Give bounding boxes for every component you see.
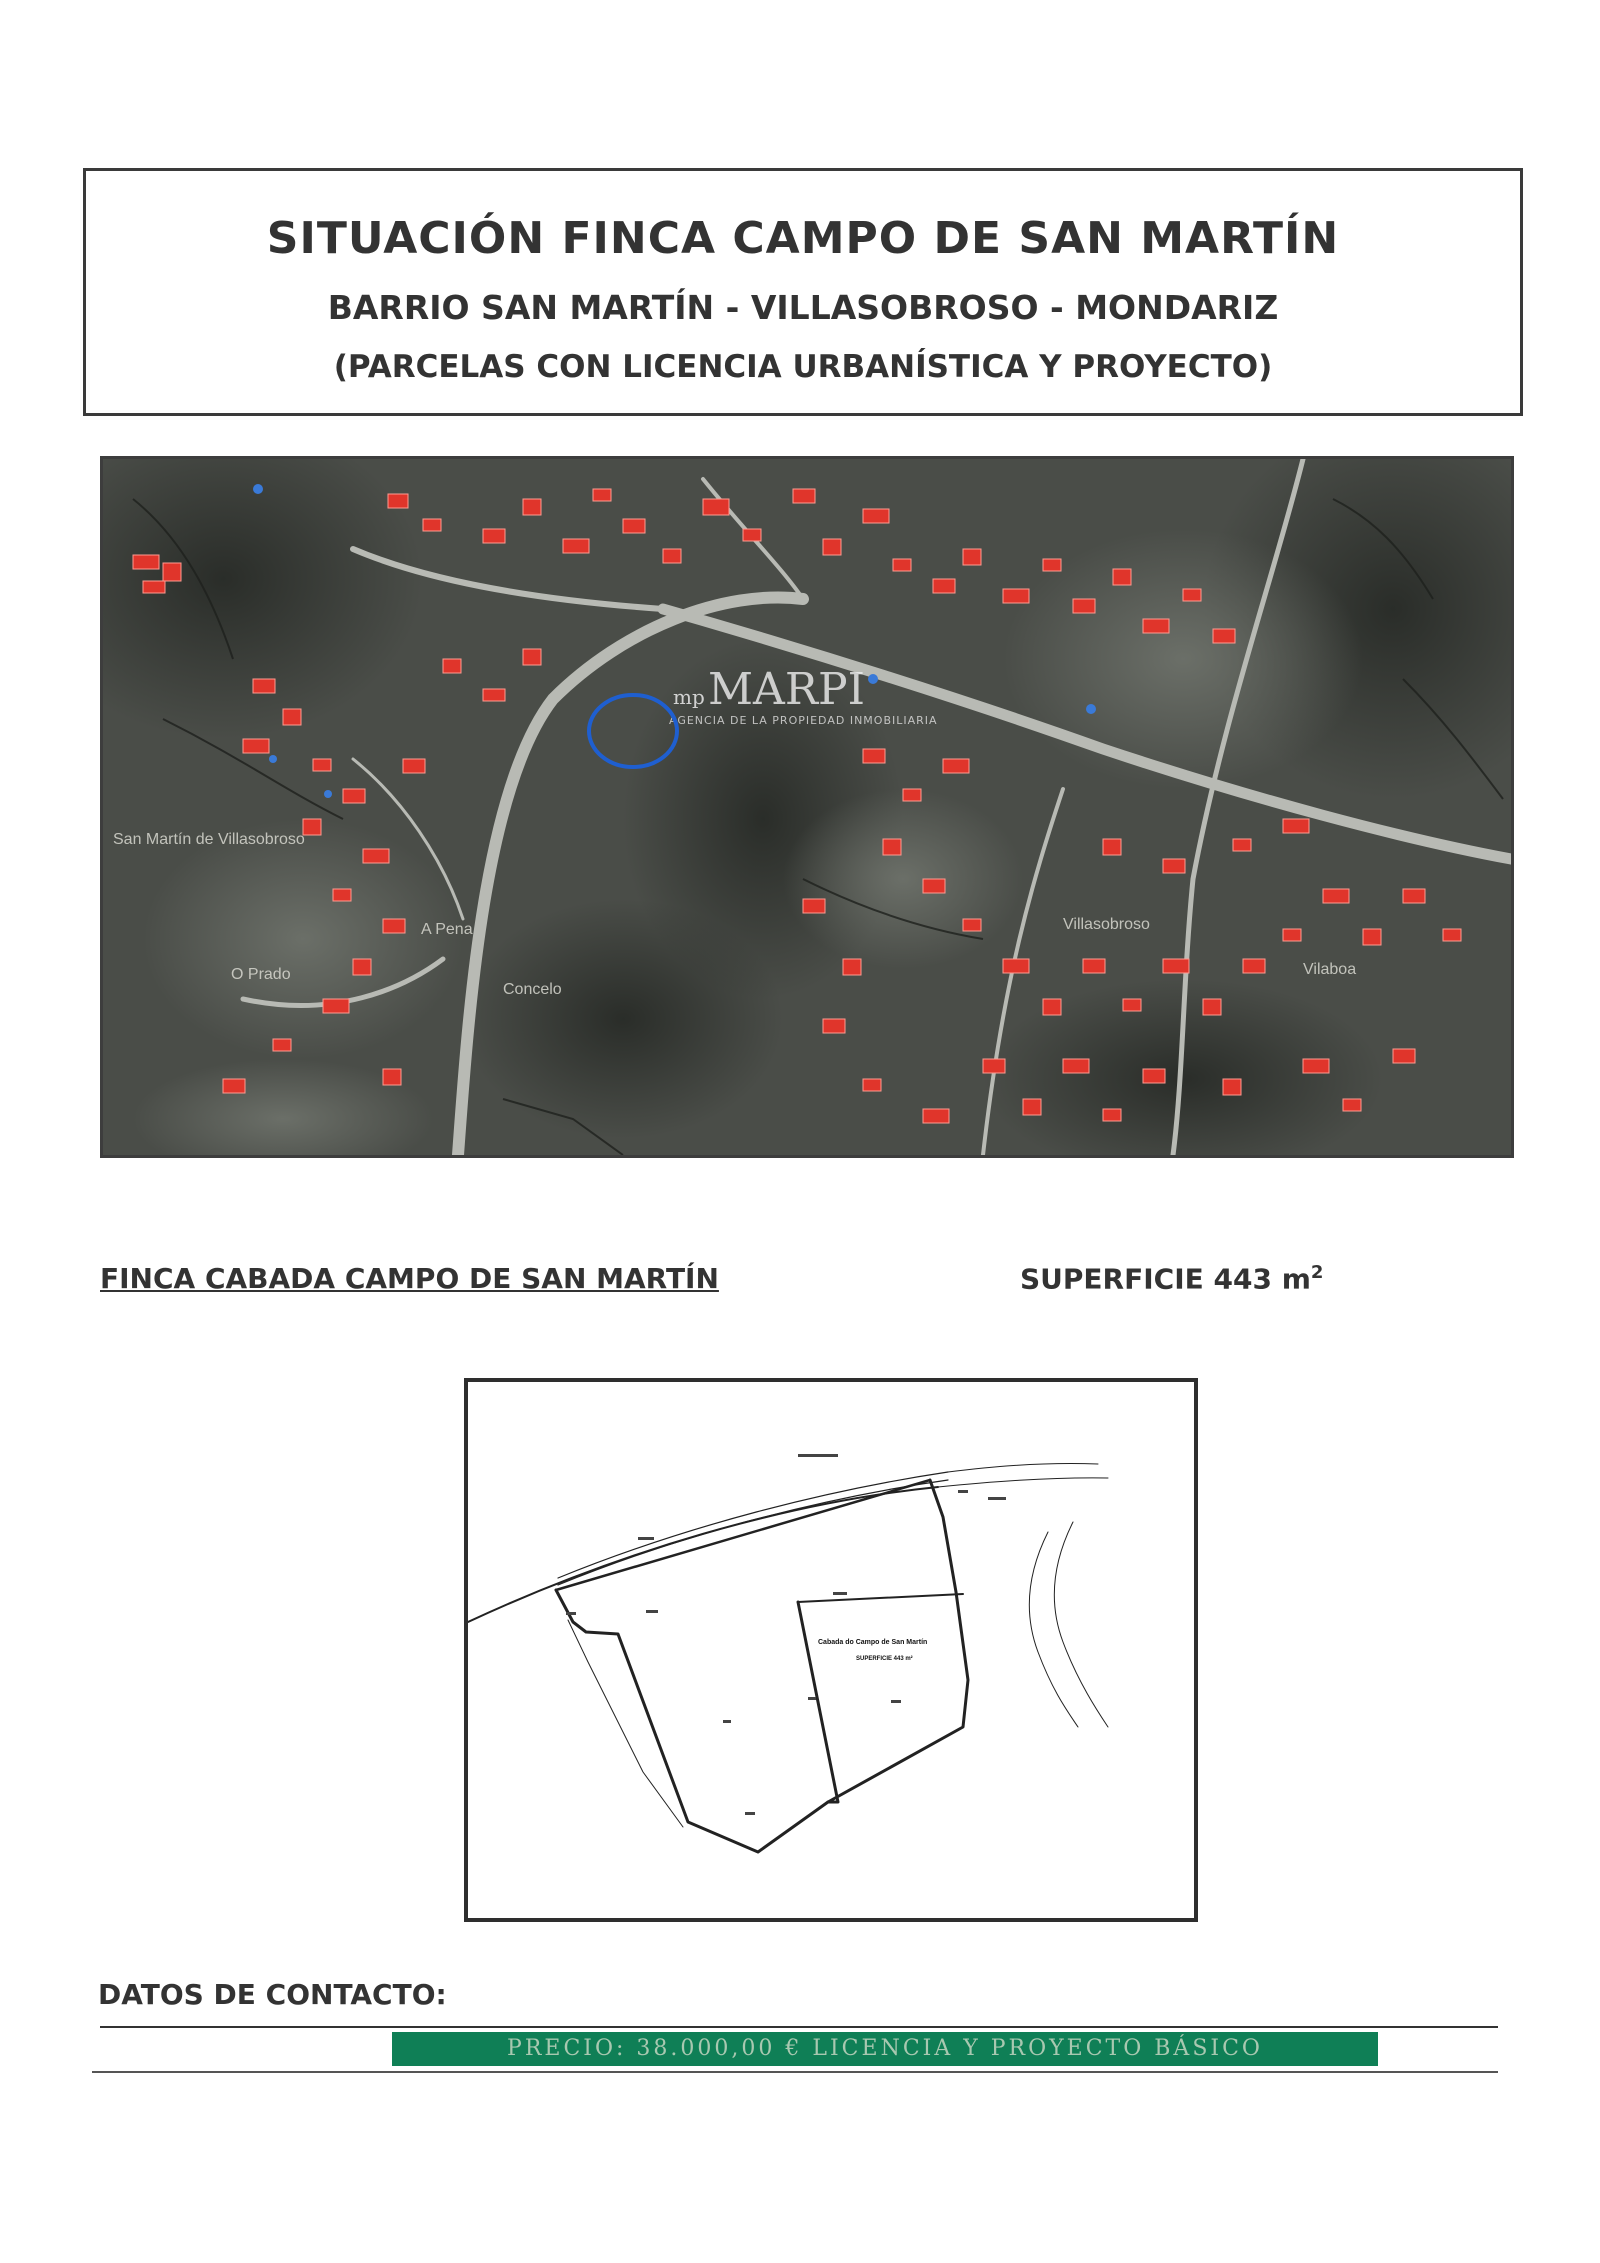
parcel-surface-value: SUPERFICIE 443 m [1020,1262,1311,1296]
place-label-villasobroso: Villasobroso [1063,916,1150,933]
parcel-plan [464,1378,1198,1922]
plan-surface-label: SUPERFICIE 443 m² [856,1656,913,1662]
parcel-name: FINCA CABADA CAMPO DE SAN MARTÍN [100,1262,719,1295]
document-subtitle: BARRIO SAN MARTÍN - VILLASOBROSO - MONDARIZ [327,288,1279,327]
place-label-a-pena: A Pena [421,921,473,938]
place-label-concelo: Concelo [503,981,562,998]
aerial-photo-image [103,459,1511,1155]
document-note: (PARCELAS CON LICENCIA URBANÍSTICA Y PROYECTO) [333,349,1273,385]
place-label-vilaboa: Vilaboa [1303,961,1357,978]
parcel-surface [1020,1262,1323,1295]
place-label-san-martin: San Martín de Villasobroso [113,831,305,848]
plan-parcel-label: Cabada do Campo de San Martín [818,1639,928,1646]
watermark-prefix: mp [673,685,705,709]
contact-rule-bottom [92,2071,1498,2073]
contact-rule-top [100,2026,1498,2028]
contact-label: DATOS DE CONTACTO: [98,1978,447,2011]
aerial-photo [100,456,1514,1158]
watermark-tagline: AGENCIA DE LA PROPIEDAD INMOBILIARIA [669,714,938,727]
watermark-brand: MARPI [708,664,865,715]
price-bar: PRECIO: 38.000,00 € LICENCIA Y PROYECTO BÁSICO [392,2032,1378,2066]
place-label-o-prado: O Prado [231,966,291,983]
title-box [83,168,1523,416]
parcel-surface-unit: 2 [1310,1262,1324,1283]
parcel-plan-drawing [468,1382,1194,1918]
document-title: SITUACIÓN FINCA CAMPO DE SAN MARTÍN [266,213,1340,264]
